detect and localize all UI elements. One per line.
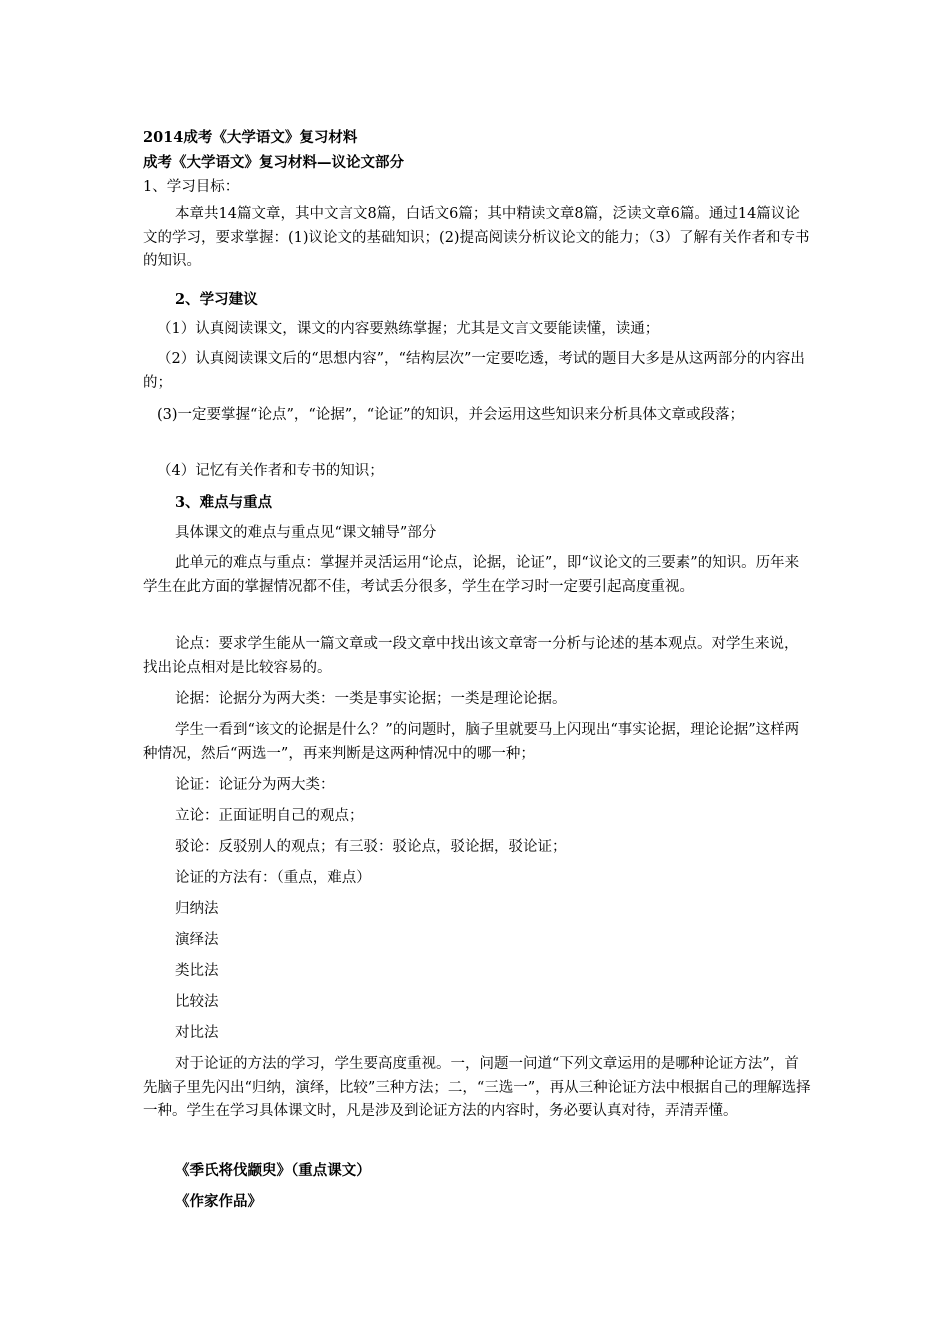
lesson-subheading: 《作家作品》 <box>175 1193 262 1210</box>
paragraph-key-4: 论据：论据分为两大类：一类是事实论据；一类是理论论据。 <box>175 691 567 707</box>
paragraph-key-5: 学生一看到“该文的论据是什么？”的问题时，脑子里就要马上闪现出“事实论据，理论论据”这样两种情况，然后“两选一”，再来判断是这两种情况中的哪一种； <box>143 722 800 762</box>
section-heading-key: 3、难点与重点 <box>175 494 273 511</box>
paragraph-advice-4: （4）记忆有关作者和专书的知识； <box>157 463 384 479</box>
lesson-title: 《季氏将伐颛臾》（重点课文） <box>175 1162 371 1179</box>
paragraph-key-3: 论点：要求学生能从一篇文章或一段文章中找出该文章寄一分析与论述的基本观点。对学生来说，找出论点相对是比较容易的。 <box>143 636 799 676</box>
paragraph-key-6: 论证：论证分为两大类： <box>175 777 335 793</box>
method-item-analogy: 类比法 <box>175 963 219 979</box>
paragraph-advice-2: （2）认真阅读课文后的“思想内容”，“结构层次”一定要吃透，考试的题目大多是从这两部分的内容出的； <box>143 351 805 391</box>
paragraph-key-2: 此单元的难点与重点：掌握并灵活运用“论点，论据，论证”，即“议论文的三要素”的知识。历年来学生在此方面的掌握情况都不佳，考试丢分很多，学生在学习时一定要引起高度重视。 <box>143 555 800 595</box>
paragraph-goals: 本章共14篇文章，其中文言文8篇，白话文6篇；其中精读文章8篇，泛读文章6篇。通过14篇议论文的学习，要求掌握：(1)议论文的基础知识；(2)提高阅读分析议论文的能力；（3）了解有关作者和专书的知识。 <box>143 206 810 269</box>
section-heading-advice: 2、学习建议 <box>175 291 258 308</box>
document-subtitle: 成考《大学语文》复习材料—议论文部分 <box>143 154 404 171</box>
paragraph-key-1: 具体课文的难点与重点见“课文辅导”部分 <box>175 525 437 541</box>
paragraph-key-10: 对于论证的方法的学习，学生要高度重视。一，问题一问道“下列文章运用的是哪种论证方法”，首先脑子里先闪出“归纳，演绎，比较”三种方法；二，“三选一”，再从三种论证方法中根据自己的理解选择一种。学生在学习具体课文时，凡是涉及到论证方法的内容时，务必要认真对待，弄清弄懂。 <box>143 1056 811 1119</box>
method-item-contrast: 对比法 <box>175 1025 219 1041</box>
method-item-comparison: 比较法 <box>175 994 219 1010</box>
section-heading-goals: 1、学习目标： <box>143 179 240 195</box>
method-item-inductive: 归纳法 <box>175 901 219 917</box>
method-item-deductive: 演绎法 <box>175 932 219 948</box>
paragraph-key-7: 立论：正面证明自己的观点； <box>175 808 364 824</box>
paragraph-advice-3: (3)一定要掌握“论点”，“论据”，“论证”的知识，并会运用这些知识来分析具体文章或段落； <box>157 407 745 423</box>
paragraph-key-9: 论证的方法有：（重点，难点） <box>175 870 371 886</box>
paragraph-key-8: 驳论：反驳别人的观点；有三驳：驳论点，驳论据，驳论证； <box>175 839 567 855</box>
document-title: 2014成考《大学语文》复习材料 <box>143 129 358 146</box>
paragraph-advice-1: （1）认真阅读课文，课文的内容要熟练掌握；尤其是文言文要能读懂，读通； <box>157 321 660 337</box>
